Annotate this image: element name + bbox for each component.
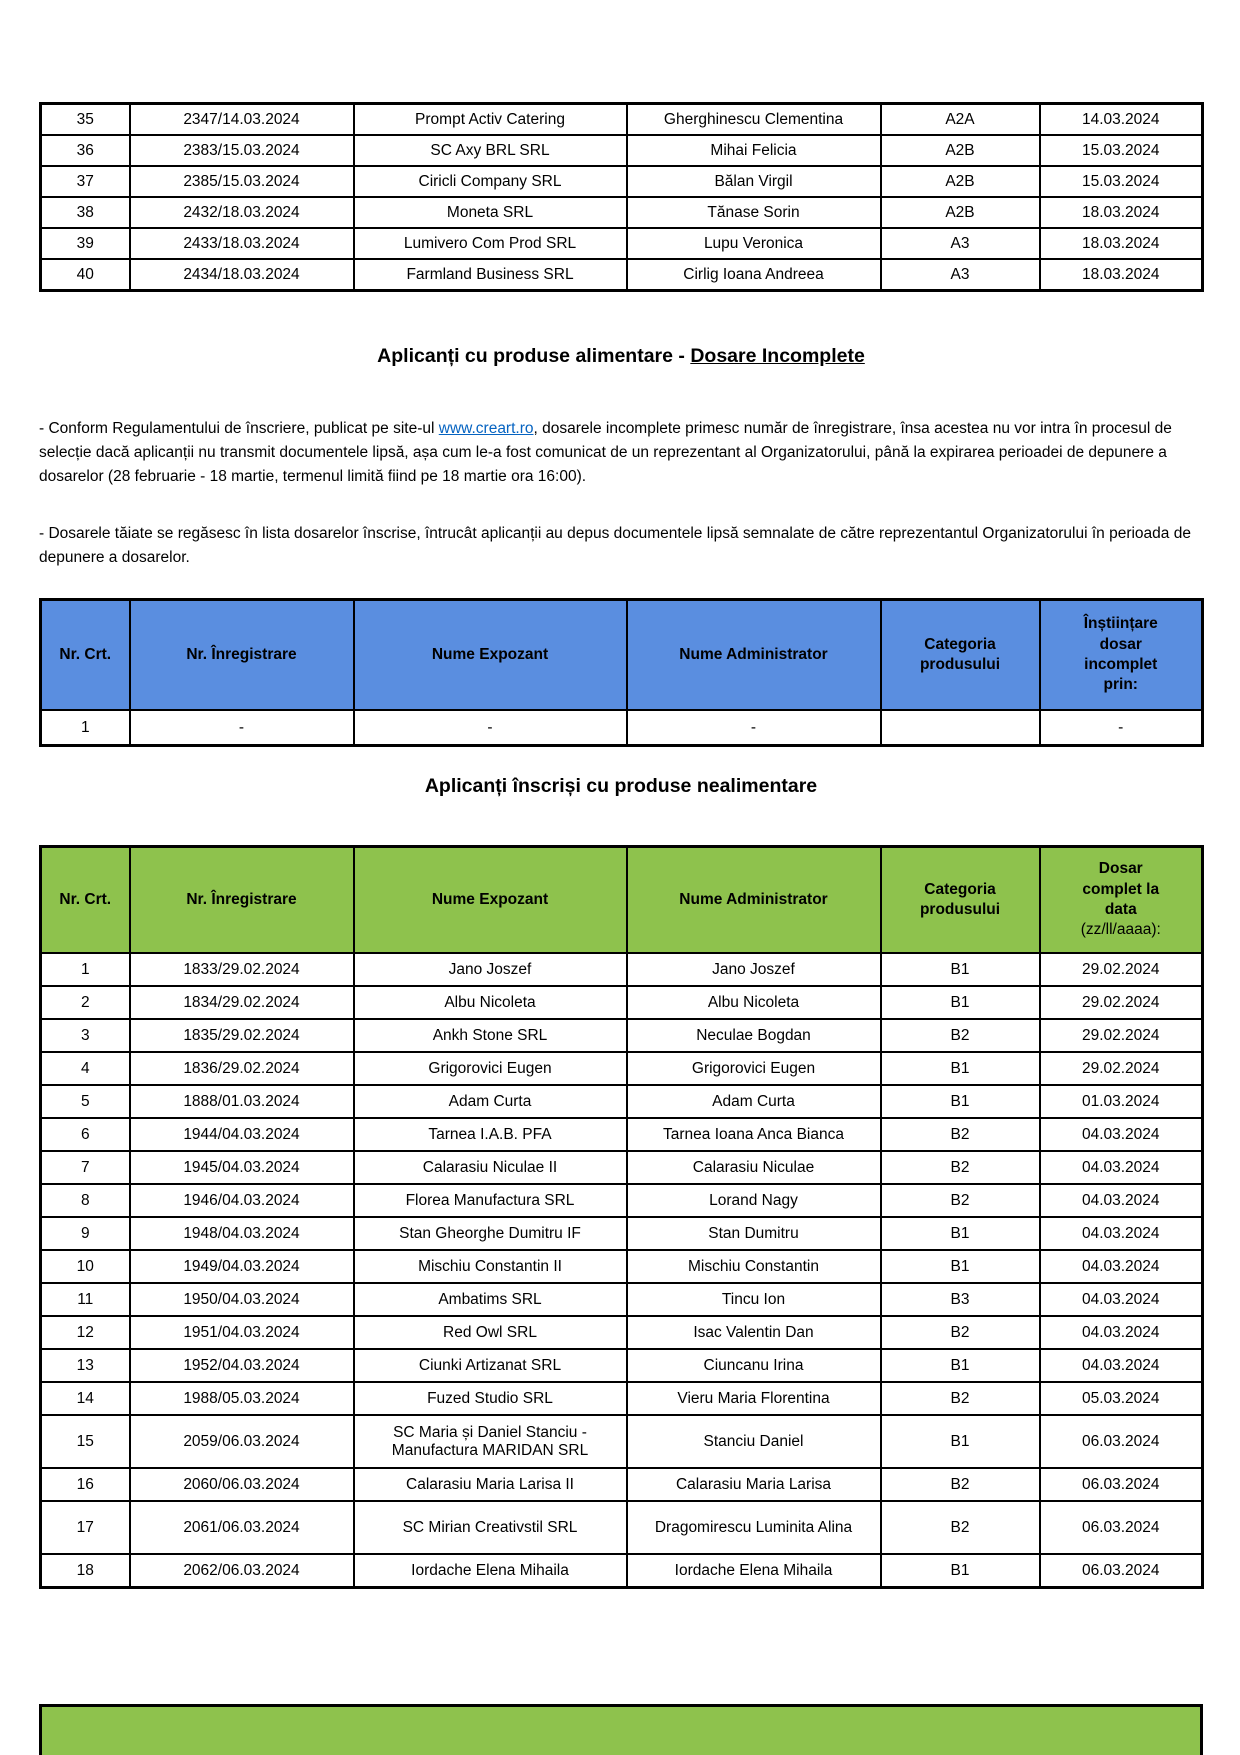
nonfood-table-cell: Jano Joszef (354, 953, 627, 986)
nonfood-table-cell: Stan Gheorghe Dumitru IF (354, 1217, 627, 1250)
continuation-table-cell: 38 (41, 197, 130, 228)
heading-food-incomplete-underlined: Dosare Incomplete (690, 345, 865, 367)
nonfood-table-cell: 4 (41, 1052, 130, 1085)
nonfood-table-cell: Ciunki Artizanat SRL (354, 1349, 627, 1382)
nonfood-table-cell: Calarasiu Maria Larisa II (354, 1468, 627, 1501)
nonfood-table-cell: Dragomirescu Luminita Alina (627, 1501, 881, 1554)
nonfood-table-cell: 2059/06.03.2024 (130, 1415, 354, 1468)
nonfood-table-row (41, 1052, 1203, 1085)
nonfood-table-cell: 04.03.2024 (1040, 1118, 1203, 1151)
header-categoria-produsului: Categoria produsului (881, 600, 1040, 711)
nonfood-table-row (41, 953, 1203, 986)
continuation-table-cell: Lupu Veronica (627, 228, 881, 259)
nonfood-table-cell: 1949/04.03.2024 (130, 1250, 354, 1283)
continuation-table-row (41, 259, 1203, 291)
next-table-header-sliver (39, 1704, 1203, 1755)
nonfood-table-cell: B1 (881, 986, 1040, 1019)
nonfood-table-cell: Calarasiu Niculae (627, 1151, 881, 1184)
nonfood-table-row (41, 1085, 1203, 1118)
continuation-table-cell: 15.03.2024 (1040, 166, 1203, 197)
nonfood-table-cell: Calarasiu Maria Larisa (627, 1468, 881, 1501)
continuation-table-cell: Lumivero Com Prod SRL (354, 228, 627, 259)
nonfood-table-cell: 04.03.2024 (1040, 1316, 1203, 1349)
nonfood-table-cell: 1946/04.03.2024 (130, 1184, 354, 1217)
nonfood-table-cell: 1945/04.03.2024 (130, 1151, 354, 1184)
nonfood-table-row (41, 1501, 1203, 1554)
header-categoria-produsului: Categoria produsului (881, 847, 1040, 954)
nonfood-header-row (41, 847, 1203, 954)
nonfood-table-cell: Calarasiu Niculae II (354, 1151, 627, 1184)
nonfood-table-cell: 29.02.2024 (1040, 986, 1203, 1019)
nonfood-table-cell: Stan Dumitru (627, 1217, 881, 1250)
continuation-table-row (41, 104, 1203, 136)
nonfood-table-cell: Tarnea Ioana Anca Bianca (627, 1118, 881, 1151)
nonfood-table-cell: 1888/01.03.2024 (130, 1085, 354, 1118)
continuation-table-cell: 2385/15.03.2024 (130, 166, 354, 197)
nonfood-table-cell: B2 (881, 1382, 1040, 1415)
nonfood-table-cell: Grigorovici Eugen (354, 1052, 627, 1085)
nonfood-table-cell: SC Maria și Daniel Stanciu - Manufactura MARIDAN SRL (354, 1415, 627, 1468)
header-nume-expozant: Nume Expozant (354, 847, 627, 954)
nonfood-table-cell: Mischiu Constantin II (354, 1250, 627, 1283)
paragraph-cut-files-info: - Dosarele tăiate se regăsesc în lista dosarelor înscrise, întrucât aplicanții au depus documentele lipsă semnalate de către reprezentantul Organizatorului în perioada de depunere a dosarelor. (39, 525, 1191, 566)
nonfood-table-cell: Stanciu Daniel (627, 1415, 881, 1468)
continuation-table-row (41, 197, 1203, 228)
nonfood-table-row (41, 1349, 1203, 1382)
nonfood-table-cell: 05.03.2024 (1040, 1382, 1203, 1415)
nonfood-table-cell: 3 (41, 1019, 130, 1052)
food-incomplete-table-body (41, 710, 1203, 746)
continuation-table-cell: 37 (41, 166, 130, 197)
continuation-table-cell: SC Axy BRL SRL (354, 135, 627, 166)
section-heading-food-incomplete (39, 345, 1203, 368)
food-incomplete-header-row (41, 600, 1203, 711)
nonfood-table-cell: 1833/29.02.2024 (130, 953, 354, 986)
nonfood-table-cell: B1 (881, 1415, 1040, 1468)
incomplete-table-cell: 1 (41, 710, 130, 746)
header-dosar-complet-format-note: (zz/ll/aaaa): (1080, 921, 1161, 939)
continuation-table-cell: 14.03.2024 (1040, 104, 1203, 136)
nonfood-table-cell: 1952/04.03.2024 (130, 1349, 354, 1382)
nonfood-table-cell: Jano Joszef (627, 953, 881, 986)
nonfood-table-cell: 13 (41, 1349, 130, 1382)
nonfood-table-cell: Adam Curta (354, 1085, 627, 1118)
nonfood-table-cell: 1944/04.03.2024 (130, 1118, 354, 1151)
nonfood-table-row (41, 1554, 1203, 1588)
continuation-table-cell: 2434/18.03.2024 (130, 259, 354, 291)
header-nr-crt: Nr. Crt. (41, 847, 130, 954)
continuation-table-cell: 2347/14.03.2024 (130, 104, 354, 136)
nonfood-table-cell: 1 (41, 953, 130, 986)
nonfood-table-cell: 17 (41, 1501, 130, 1554)
nonfood-table-cell: 29.02.2024 (1040, 1052, 1203, 1085)
nonfood-table-cell: 9 (41, 1217, 130, 1250)
continuation-table-row (41, 135, 1203, 166)
nonfood-table-row (41, 1382, 1203, 1415)
nonfood-table-row (41, 1415, 1203, 1468)
nonfood-table-cell: Ankh Stone SRL (354, 1019, 627, 1052)
nonfood-table-cell: Adam Curta (627, 1085, 881, 1118)
continuation-table-cell: A2B (881, 166, 1040, 197)
header-nr-inregistrare: Nr. Înregistrare (130, 600, 354, 711)
continuation-table-cell: A3 (881, 259, 1040, 291)
continuation-table-cell: 35 (41, 104, 130, 136)
continuation-table-cell: Tănase Sorin (627, 197, 881, 228)
continuation-table-cell: Prompt Activ Catering (354, 104, 627, 136)
food-incomplete-table-header (41, 600, 1203, 711)
nonfood-table-cell: 04.03.2024 (1040, 1151, 1203, 1184)
nonfood-table-cell: 15 (41, 1415, 130, 1468)
nonfood-table-cell: Vieru Maria Florentina (627, 1382, 881, 1415)
nonfood-table-cell: Tincu Ion (627, 1283, 881, 1316)
nonfood-table-cell: B2 (881, 1501, 1040, 1554)
nonfood-applicants-table (39, 845, 1204, 1589)
nonfood-table-row (41, 1118, 1203, 1151)
nonfood-table-cell: B1 (881, 1052, 1040, 1085)
continuation-table-cell: 18.03.2024 (1040, 228, 1203, 259)
nonfood-table-cell: 2062/06.03.2024 (130, 1554, 354, 1588)
nonfood-table-cell: 12 (41, 1316, 130, 1349)
heading-food-incomplete-prefix: Aplicanți cu produse alimentare - (377, 345, 691, 367)
nonfood-table-cell: 8 (41, 1184, 130, 1217)
nonfood-table-cell: Albu Nicoleta (354, 986, 627, 1019)
continuation-table-cell: Moneta SRL (354, 197, 627, 228)
paragraph-incomplete-files-info (39, 417, 1205, 489)
header-instiintare-dosar: Înștiințare dosar incomplet prin: (1040, 600, 1203, 711)
paragraph-1-before-link: - Conform Regulamentului de înscriere, publicat pe site-ul (39, 420, 439, 437)
nonfood-table-cell: 18 (41, 1554, 130, 1588)
nonfood-table-cell: 16 (41, 1468, 130, 1501)
continuation-table-cell: Mihai Felicia (627, 135, 881, 166)
nonfood-table-cell: 06.03.2024 (1040, 1501, 1203, 1554)
continuation-table-row (41, 228, 1203, 259)
header-nume-expozant: Nume Expozant (354, 600, 627, 711)
nonfood-table-cell: 04.03.2024 (1040, 1283, 1203, 1316)
nonfood-table-cell: 06.03.2024 (1040, 1468, 1203, 1501)
nonfood-table-cell: 01.03.2024 (1040, 1085, 1203, 1118)
nonfood-table-cell: B2 (881, 1184, 1040, 1217)
nonfood-table-cell: B1 (881, 1217, 1040, 1250)
creart-website-link[interactable]: www.creart.ro (438, 420, 534, 437)
header-nr-crt: Nr. Crt. (41, 600, 130, 711)
nonfood-table-row (41, 1151, 1203, 1184)
header-nume-administrator: Nume Administrator (627, 847, 881, 954)
nonfood-table-cell: 11 (41, 1283, 130, 1316)
nonfood-table-cell: Iordache Elena Mihaila (627, 1554, 881, 1588)
nonfood-table-cell: B3 (881, 1283, 1040, 1316)
continuation-table-cell: Cirlig Ioana Andreea (627, 259, 881, 291)
section-heading-nonfood: Aplicanți înscriși cu produse nealimentare (424, 775, 818, 797)
nonfood-table-cell: Mischiu Constantin (627, 1250, 881, 1283)
nonfood-table-cell: 1948/04.03.2024 (130, 1217, 354, 1250)
nonfood-table-cell: 04.03.2024 (1040, 1184, 1203, 1217)
nonfood-table-cell: 10 (41, 1250, 130, 1283)
nonfood-table-cell: B2 (881, 1118, 1040, 1151)
nonfood-table-cell: 6 (41, 1118, 130, 1151)
nonfood-table-cell: 1951/04.03.2024 (130, 1316, 354, 1349)
nonfood-table-cell: Grigorovici Eugen (627, 1052, 881, 1085)
nonfood-table-row (41, 1184, 1203, 1217)
nonfood-table-cell: 5 (41, 1085, 130, 1118)
continuation-table-cell: 2383/15.03.2024 (130, 135, 354, 166)
continuation-table-cell: 18.03.2024 (1040, 197, 1203, 228)
nonfood-table-cell: Florea Manufactura SRL (354, 1184, 627, 1217)
continuation-table-cell: A2A (881, 104, 1040, 136)
nonfood-table-cell: B1 (881, 1250, 1040, 1283)
paragraph-1-after-link: , dosarele incomplete primesc număr de înregistrare, însa acestea nu vor intra în procesul de selecție dacă aplicanții nu transmit documentele lipsă, așa cum le-a fost comunicat de un reprezentant al Organizatorului, până la expirarea perioadei de depunere a dosarelor (28 februarie - 18 martie, termenul limită fiind pe 18 martie ora 16:00). (39, 420, 1172, 485)
incomplete-table-cell (881, 710, 1040, 746)
food-applicants-continuation-body (41, 104, 1203, 291)
nonfood-table-cell: SC Mirian Creativstil SRL (354, 1501, 627, 1554)
nonfood-table-cell: Albu Nicoleta (627, 986, 881, 1019)
food-applicants-continuation-table (39, 102, 1204, 292)
header-nume-administrator: Nume Administrator (627, 600, 881, 711)
nonfood-table-cell: 04.03.2024 (1040, 1250, 1203, 1283)
nonfood-table-cell: 2 (41, 986, 130, 1019)
continuation-table-cell: Bălan Virgil (627, 166, 881, 197)
header-nr-inregistrare: Nr. Înregistrare (130, 847, 354, 954)
incomplete-table-cell: - (1040, 710, 1203, 746)
nonfood-table-cell: Red Owl SRL (354, 1316, 627, 1349)
header-dosar-complet-bold: Dosar complet la data (1082, 860, 1160, 918)
nonfood-table-cell: Fuzed Studio SRL (354, 1382, 627, 1415)
nonfood-table-cell: B1 (881, 1349, 1040, 1382)
nonfood-table-cell: 1988/05.03.2024 (130, 1382, 354, 1415)
nonfood-table-cell: Neculae Bogdan (627, 1019, 881, 1052)
nonfood-table-cell: 1834/29.02.2024 (130, 986, 354, 1019)
nonfood-table-cell: 06.03.2024 (1040, 1415, 1203, 1468)
nonfood-table-cell: B2 (881, 1019, 1040, 1052)
incomplete-table-cell: - (130, 710, 354, 746)
nonfood-table-cell: 1835/29.02.2024 (130, 1019, 354, 1052)
nonfood-table-cell: B2 (881, 1316, 1040, 1349)
nonfood-table-cell: B1 (881, 953, 1040, 986)
continuation-table-cell: 36 (41, 135, 130, 166)
nonfood-table-cell: Ambatims SRL (354, 1283, 627, 1316)
nonfood-table-cell: B1 (881, 1554, 1040, 1588)
nonfood-table-cell: B2 (881, 1151, 1040, 1184)
nonfood-table-cell: Tarnea I.A.B. PFA (354, 1118, 627, 1151)
continuation-table-cell: 39 (41, 228, 130, 259)
nonfood-table-row (41, 1250, 1203, 1283)
nonfood-table-header (41, 847, 1203, 954)
continuation-table-cell: A2B (881, 135, 1040, 166)
continuation-table-cell: Ciricli Company SRL (354, 166, 627, 197)
continuation-table-cell: 2433/18.03.2024 (130, 228, 354, 259)
continuation-table-cell: Gherghinescu Clementina (627, 104, 881, 136)
nonfood-table-row (41, 1217, 1203, 1250)
nonfood-table-cell: B1 (881, 1085, 1040, 1118)
nonfood-table-cell: 7 (41, 1151, 130, 1184)
incomplete-table-cell: - (354, 710, 627, 746)
nonfood-table-cell: Ciuncanu Irina (627, 1349, 881, 1382)
nonfood-table-cell: Iordache Elena Mihaila (354, 1554, 627, 1588)
continuation-table-cell: 40 (41, 259, 130, 291)
nonfood-table-cell: B2 (881, 1468, 1040, 1501)
nonfood-table-cell: Lorand Nagy (627, 1184, 881, 1217)
incomplete-table-cell: - (627, 710, 881, 746)
nonfood-table-cell: 04.03.2024 (1040, 1349, 1203, 1382)
nonfood-table-cell: 06.03.2024 (1040, 1554, 1203, 1588)
continuation-table-cell: 18.03.2024 (1040, 259, 1203, 291)
nonfood-table-cell: 2060/06.03.2024 (130, 1468, 354, 1501)
continuation-table-cell: A3 (881, 228, 1040, 259)
continuation-table-cell: A2B (881, 197, 1040, 228)
nonfood-table-cell: Isac Valentin Dan (627, 1316, 881, 1349)
nonfood-table-row (41, 986, 1203, 1019)
nonfood-table-cell: 04.03.2024 (1040, 1217, 1203, 1250)
nonfood-table-row (41, 1019, 1203, 1052)
nonfood-table-cell: 2061/06.03.2024 (130, 1501, 354, 1554)
continuation-table-row (41, 166, 1203, 197)
nonfood-table-cell: 29.02.2024 (1040, 953, 1203, 986)
food-incomplete-table (39, 598, 1204, 747)
nonfood-table-cell: 14 (41, 1382, 130, 1415)
nonfood-table-cell: 29.02.2024 (1040, 1019, 1203, 1052)
continuation-table-cell: 2432/18.03.2024 (130, 197, 354, 228)
header-dosar-complet (1040, 847, 1203, 954)
nonfood-table-cell: 1950/04.03.2024 (130, 1283, 354, 1316)
incomplete-table-row (41, 710, 1203, 746)
nonfood-table-row (41, 1316, 1203, 1349)
nonfood-table-cell: 1836/29.02.2024 (130, 1052, 354, 1085)
nonfood-table-row (41, 1283, 1203, 1316)
nonfood-table-body (41, 953, 1203, 1588)
nonfood-table-row (41, 1468, 1203, 1501)
continuation-table-cell: Farmland Business SRL (354, 259, 627, 291)
continuation-table-cell: 15.03.2024 (1040, 135, 1203, 166)
